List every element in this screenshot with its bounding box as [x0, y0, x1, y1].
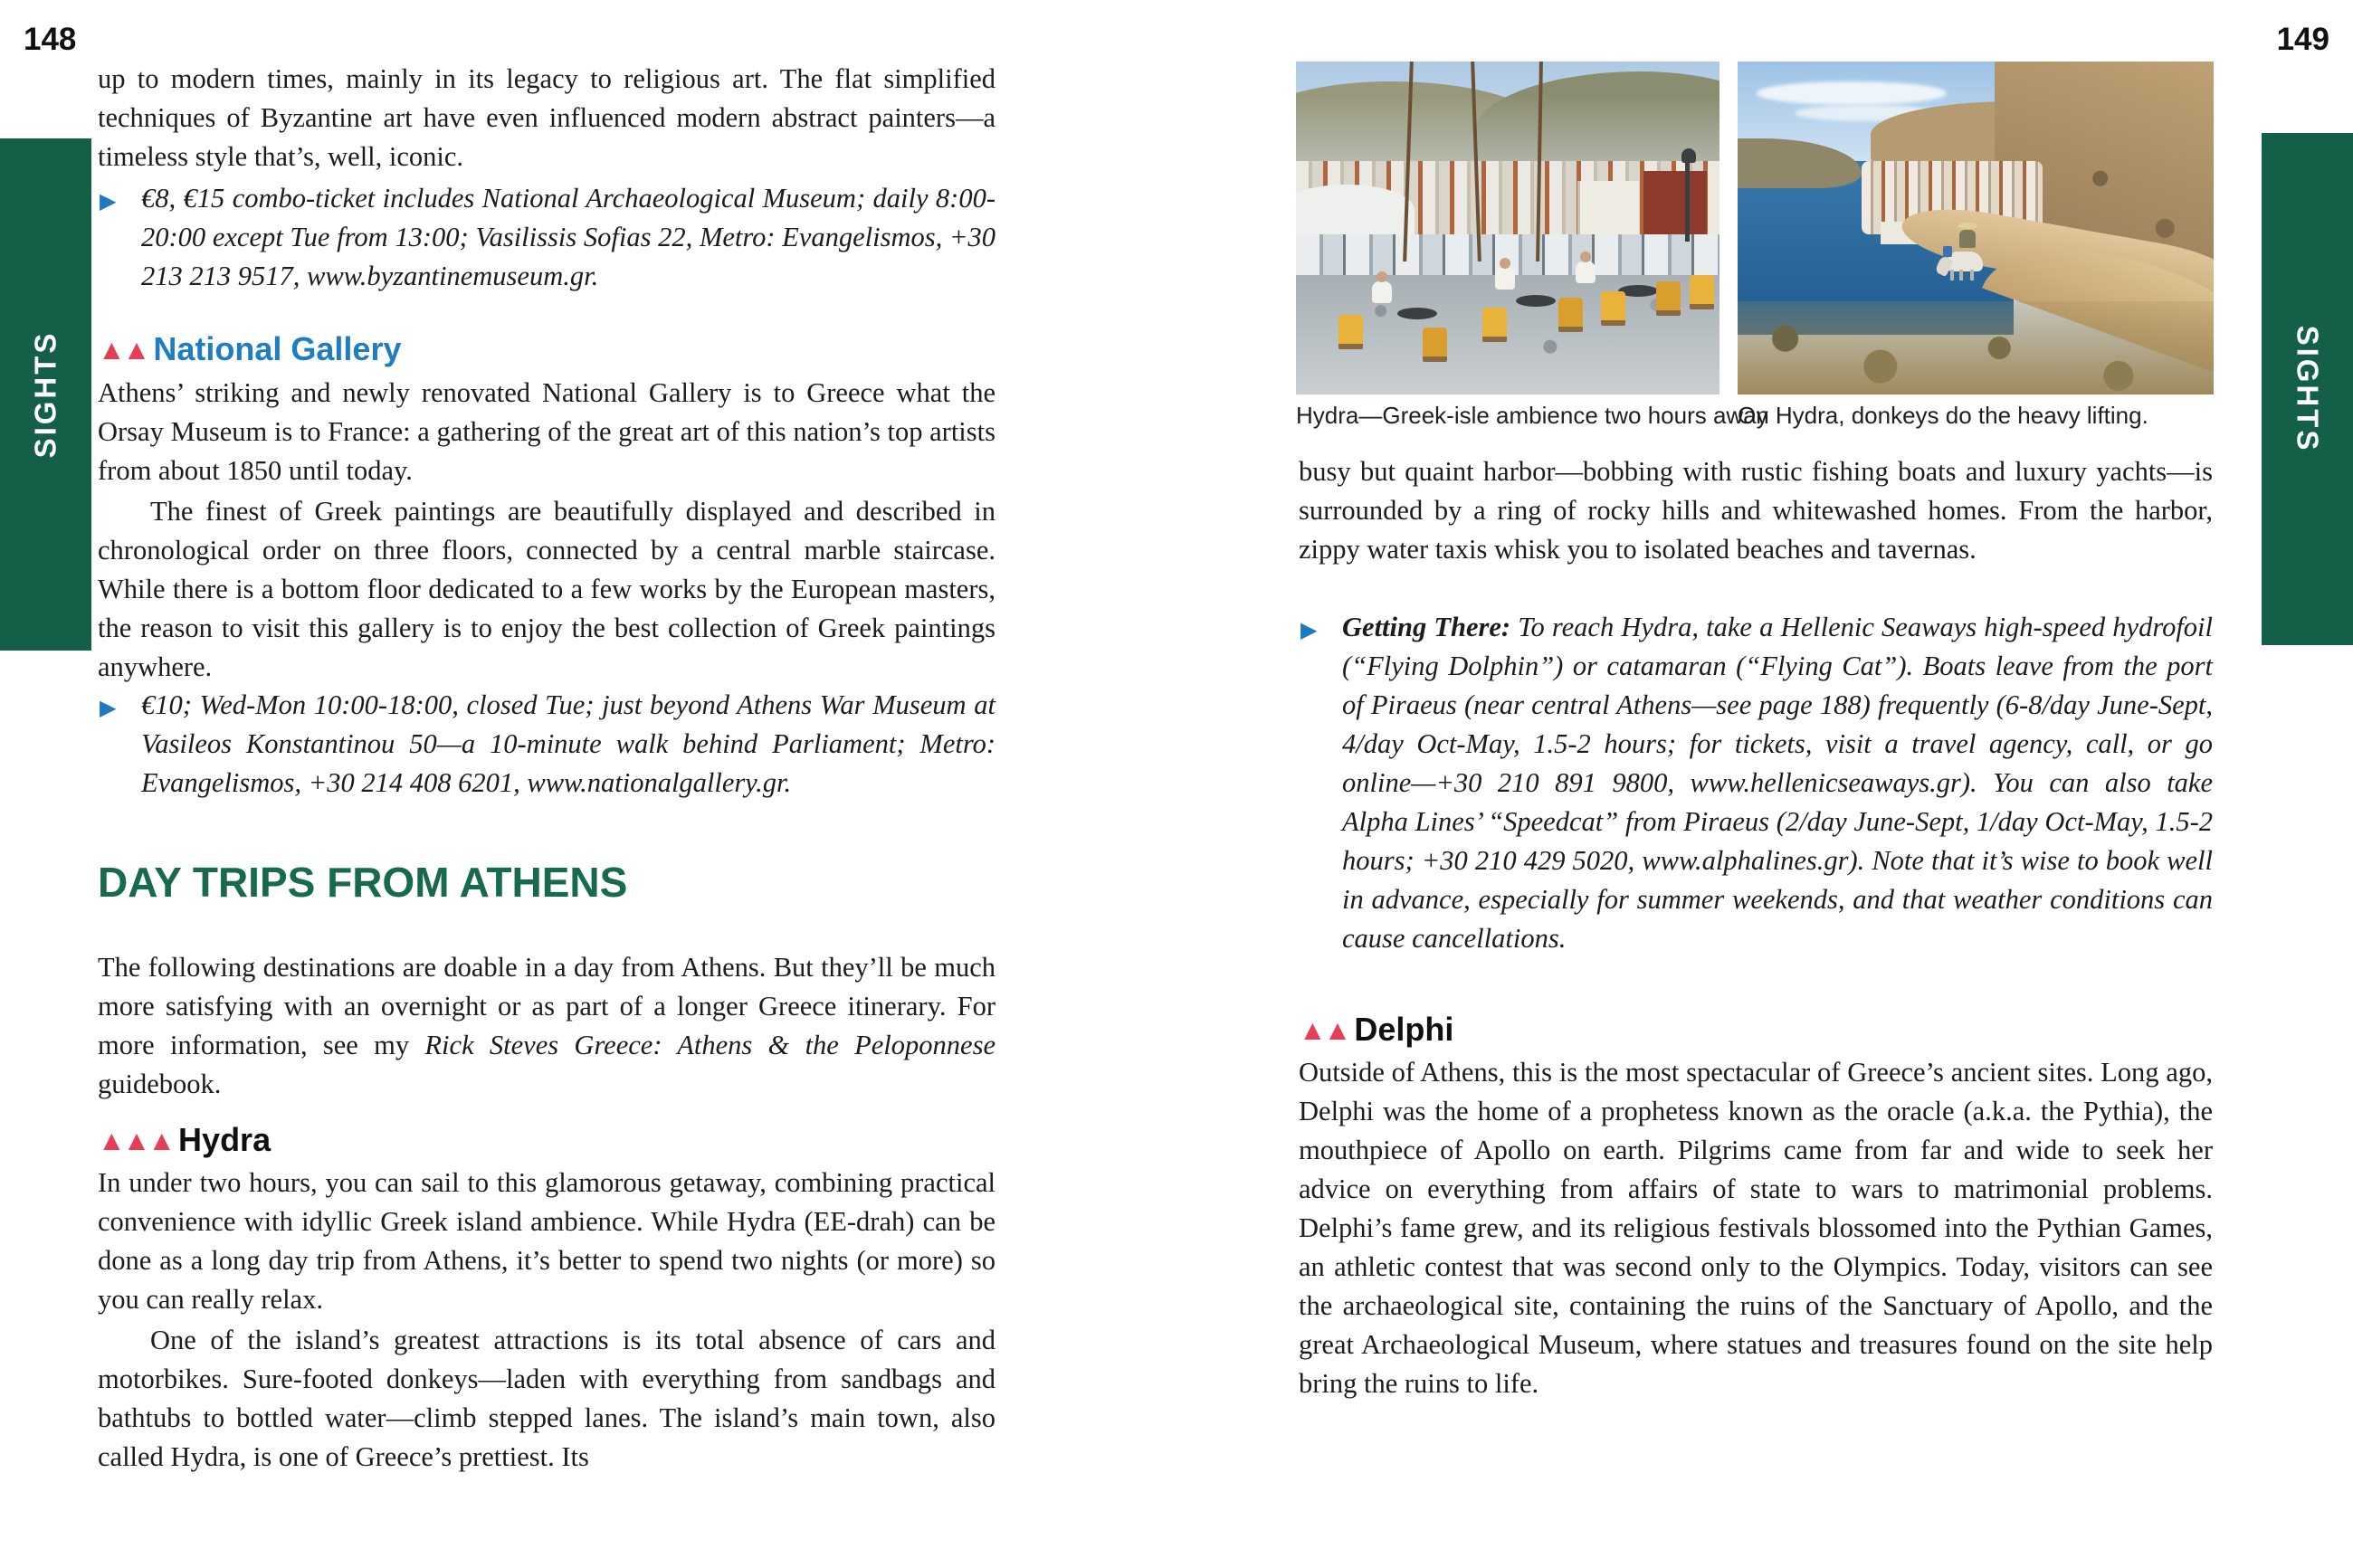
photo2-donkey: [1947, 252, 1983, 271]
photo1-cafe-table: [1516, 295, 1556, 307]
listing-bullet-icon: ▶: [100, 190, 117, 214]
photo1-person: [1495, 268, 1515, 290]
photo2-rider: [1959, 230, 1976, 248]
national-gallery-paragraph-2: The finest of Greek paintings are beautifully displayed and described in chronological order on three floors, connected by a central marble staircase. While there is a bottom floor dedicated to a few works by the European masters, the reason to visit this gallery is to enjoy the best collection of Greek paintings anywhere.: [98, 496, 996, 682]
hydra-paragraph-2: One of the island’s greatest attractions is its total absence of cars and motorbikes. Sure-footed donkeys—laden with everything from sandbags and bathtubs to bottled water—climb stepped lanes. The island’s main town, also called Hydra, is one of Greece’s prettiest. Its: [98, 1325, 996, 1472]
heading-national-gallery-title: National Gallery: [153, 330, 402, 367]
photo1-yellow-chair: [1482, 308, 1507, 342]
photo1-red-building: [1643, 171, 1707, 244]
byzantine-museum-paragraph: up to modern times, mainly in its legacy to religious art. The flat simplified techniques of Byzantine art have even influenced modern abstract painters—a timeless style that’s, well, iconic.: [98, 63, 996, 172]
national-gallery-paragraph-1: Athens’ striking and newly renovated National Gallery is to Greece what the Orsay Museum is to France: a gathering of the great art of this nation’s top artists from about 1850 until today.: [98, 377, 996, 486]
photo1-lamppost-head: [1681, 148, 1696, 163]
photo1-yellow-chair: [1690, 275, 1714, 309]
sights-tab-left: [0, 138, 91, 651]
photo1-person: [1372, 281, 1392, 303]
photo-caption-donkey: On Hydra, donkeys do the heavy lifting.: [1738, 402, 2148, 429]
photo1-yellow-chair: [1656, 281, 1681, 316]
heading-delphi: [1299, 1012, 2213, 1049]
heading-hydra: [98, 1122, 996, 1159]
listing-text: €10; Wed-Mon 10:00-18:00, closed Tue; just beyond Athens War Museum at Vasileos Konstantinou 50—a 10-minute walk behind Parliament; Metro: Evangelismos, +30 214 408 6201, www.nationalgallery.gr.: [141, 689, 996, 798]
page-number-left: 148: [24, 22, 77, 57]
heading-day-trips: DAY TRIPS FROM ATHENS: [98, 859, 628, 906]
sights-tab-right-label: SIGHTS: [2291, 325, 2325, 453]
photo1-yellow-chair: [1338, 315, 1363, 349]
rating-triangles-icon: ▲▲: [1299, 1014, 1349, 1046]
photo1-lamppost: [1685, 155, 1690, 242]
photo-hydra-harbor-cafe: [1296, 62, 1720, 394]
heading-delphi-title: Delphi: [1354, 1011, 1454, 1048]
listing-bullet-icon: ▶: [100, 697, 117, 720]
photo-caption-harbor: Hydra—Greek-isle ambience two hours away: [1296, 402, 1768, 429]
photo1-white-building: [1577, 181, 1640, 241]
byzantine-museum-listing: [98, 179, 996, 296]
hydra-continued-paragraph: busy but quaint harbor—bobbing with rustic fishing boats and luxury yachts—is surrounded by a ring of rocky hills and whitewashed homes. From the harbor, zippy water taxis whisk you to isolated beaches and tavernas.: [1299, 456, 2213, 565]
photo1-yellow-chair: [1601, 291, 1625, 326]
photo-hydra-donkey-path: [1738, 62, 2214, 394]
heading-national-gallery: [98, 331, 996, 368]
rating-triangles-icon: ▲▲▲: [98, 1125, 174, 1156]
photo2-dry-brush: [1738, 301, 2214, 394]
heading-hydra-title: Hydra: [178, 1121, 272, 1158]
sights-tab-left-label: SIGHTS: [28, 330, 62, 459]
listing-text: Getting There: To reach Hydra, take a Hellenic Seaways high-speed hydrofoil (“Flying Dolphin”) or catamaran (“Flying Cat”). Boats leave from the port of Piraeus (near central Athens—see page 188) frequently (6-8/day June-Sept, 4/day Oct-May, 1.5-2 hours; for tickets, visit a travel agency, call, or go online—+30 210 891 9800, www.hellenicseaways.gr). You can also take Alpha Lines’ “Speedcat” from Piraeus (2/day June-Sept, 1/day Oct-May, 1.5-2 hours; +30 210 429 5020, www.alphalines.gr). Note that it’s wise to book well in advance, especially for summer weekends, and that weather conditions can cause cancellations.: [1342, 612, 2213, 954]
hydra-paragraph-1: In under two hours, you can sail to this glamorous getaway, combining practical convenience with idyllic Greek island ambience. While Hydra (EE-drah) can be done as a long day trip from Athens, it’s better to spend two nights (or more) so you can really relax.: [98, 1167, 996, 1315]
sights-tab-right: [2262, 133, 2353, 645]
national-gallery-listing: [98, 686, 996, 803]
photo1-yellow-chair: [1558, 298, 1583, 332]
delphi-paragraph: Outside of Athens, this is the most spectacular of Greece’s ancient sites. Long ago, Delphi was the home of a prophetess known as the oracle (a.k.a. the Pythia), the mouthpiece of Apollo on earth. Pilgrims came from far and wide to seek her advice on everything from affairs of state to wars to matrimonial problems. Delphi’s fame grew, and its religious festivals blossomed into the Pythian Games, an athletic contest that was second only to the Olympics. Today, visitors can see the archaeological site, containing the ruins of the Sanctuary of Apollo, and the great Archaeological Museum, where statues and treasures found on the site help bring the ruins to life.: [1299, 1057, 2213, 1399]
photo1-umbrella: [1296, 185, 1415, 234]
page-number-right: 149: [2276, 22, 2329, 57]
rating-triangles-icon: ▲▲: [98, 334, 148, 366]
photo1-yellow-chair: [1423, 328, 1447, 362]
getting-there-listing: [1299, 608, 2213, 958]
listing-text: €8, €15 combo-ticket includes National Archaeological Museum; daily 8:00-20:00 except Tue from 13:00; Vasilissis Sofias 22, Metro: Evangelismos, +30 213 213 9517, www.byzantinemuseum.gr.: [141, 183, 996, 291]
listing-bullet-icon: ▶: [1300, 619, 1318, 642]
photo2-blue-bag: [1943, 246, 1952, 257]
photo2-cloud: [1757, 81, 1947, 105]
day-trips-intro-paragraph: The following destinations are doable in a day from Athens. But they’ll be much more satisfying with an overnight or as part of a longer Greece itinerary. For more information, see my Rick Steves Greece: Athens & the Peloponnese guidebook.: [98, 952, 996, 1099]
photo1-person: [1576, 261, 1596, 283]
